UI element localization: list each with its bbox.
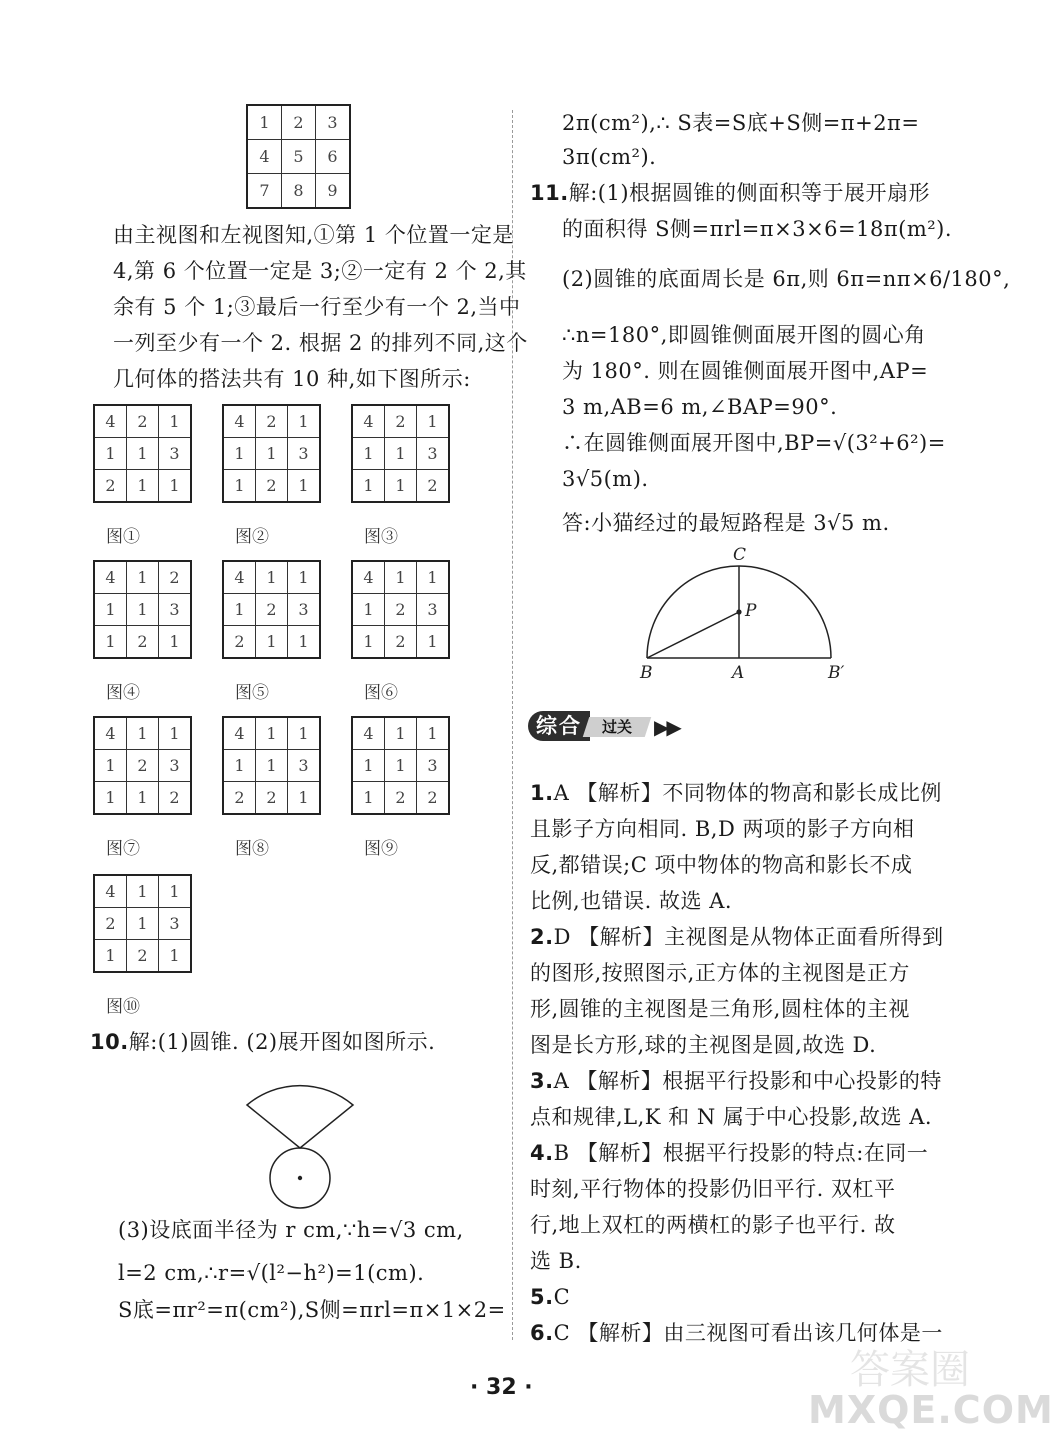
- grid-cell: 4: [94, 875, 127, 908]
- segment-bp: [647, 612, 739, 658]
- q11-line: ∴n=180°,即圆锥侧面展开图的圆心角: [562, 323, 926, 347]
- grid-cell: 1: [159, 717, 192, 750]
- grid-cell: 1: [352, 594, 385, 626]
- answer-text: 的图形,按照图示,正方体的主视图是正方: [530, 961, 910, 985]
- grid-cell: 4: [352, 405, 385, 438]
- grid-cell: 2: [94, 470, 127, 503]
- q11-line: (2)圆锥的底面周长是 6π,则 6π=nπ×6/180°,: [562, 267, 1011, 291]
- grid-cell: 1: [127, 908, 159, 940]
- label-a: A: [732, 663, 745, 683]
- grid-cell: 1: [94, 626, 127, 659]
- grid-cell: 3: [417, 438, 450, 470]
- grid-cell: 3: [417, 750, 450, 782]
- answer-text: 行,地上双杠的两横杠的影子也平行. 故: [530, 1213, 896, 1237]
- grid-cell: 1: [288, 717, 321, 750]
- figure-grid: [93, 874, 192, 973]
- figure-caption: 图⑩: [106, 997, 140, 1017]
- grid-cell: 1: [159, 405, 192, 438]
- answer-number: 3.: [530, 1069, 554, 1093]
- grid-cell: 1: [127, 717, 159, 750]
- q10-line3: l=2 cm,∴r=√(l²−h²)=1(cm).: [118, 1261, 425, 1285]
- grid-cell: 4: [352, 561, 385, 594]
- answer-text: B 【解析】根据平行投影的特点:在同一: [553, 1141, 929, 1165]
- grid-cell: 5: [282, 140, 316, 174]
- figure-caption: 图⑧: [235, 839, 269, 859]
- answer-line: [530, 1138, 928, 1168]
- intro-line: 4,第 6 个位置一定是 3;②一定有 2 个 2,其: [113, 259, 527, 283]
- grid-cell: 1: [127, 561, 159, 594]
- grid-cell: 1: [385, 561, 417, 594]
- grid-cell: 8: [282, 174, 316, 209]
- answer-number: 6.: [530, 1321, 554, 1345]
- figure-grid: [351, 560, 450, 659]
- index-grid: [246, 104, 351, 209]
- grid-cell: 2: [223, 782, 256, 815]
- answer-line: [530, 1102, 932, 1132]
- grid-cell: 1: [385, 470, 417, 503]
- grid-cell: 1: [94, 750, 127, 782]
- answer-line: [530, 814, 914, 844]
- grid-cell: 1: [223, 750, 256, 782]
- grid-cell: 1: [127, 470, 159, 503]
- grid-cell: 2: [127, 405, 159, 438]
- grid-cell: 1: [94, 438, 127, 470]
- figure-grid: [222, 404, 321, 503]
- q10-line4: S底=πr²=π(cm²),S侧=πrl=π×1×2=: [118, 1298, 506, 1322]
- grid-cell: 1: [159, 470, 192, 503]
- grid-cell: 6: [316, 140, 351, 174]
- q11-line: 为 180°. 则在圆锥侧面展开图中,AP=: [562, 359, 929, 383]
- grid-cell: 7: [247, 174, 282, 209]
- grid-cell: 1: [288, 470, 321, 503]
- watermark: MXQE.COM: [808, 1388, 1054, 1432]
- answer-text: D 【解析】主视图是从物体正面看所得到: [553, 925, 944, 949]
- point-p: [736, 609, 741, 614]
- grid-cell: 1: [127, 438, 159, 470]
- grid-cell: 1: [288, 561, 321, 594]
- answer-line: [530, 886, 732, 916]
- semicircle-diagram: [630, 540, 860, 685]
- page-number: · 32 ·: [470, 1375, 533, 1400]
- grid-cell: 1: [256, 438, 288, 470]
- answer-line: [530, 1246, 582, 1276]
- figure-grid: [222, 716, 321, 815]
- figure-caption: 图⑥: [364, 683, 398, 703]
- intro-line: 余有 5 个 1;③最后一行至少有一个 2,当中: [113, 295, 521, 319]
- grid-cell: 2: [417, 782, 450, 815]
- grid-cell: 2: [223, 626, 256, 659]
- answer-number: 4.: [530, 1141, 554, 1165]
- figure-caption: 图④: [106, 683, 140, 703]
- answer-line: [530, 1030, 876, 1060]
- answer-text: 点和规律,L,K 和 N 属于中心投影,故选 A.: [530, 1105, 933, 1129]
- answer-line: [530, 1210, 896, 1240]
- arrow-icon: ▶▶: [654, 715, 679, 739]
- grid-cell: 1: [352, 438, 385, 470]
- grid-cell: 4: [94, 405, 127, 438]
- grid-cell: 3: [159, 438, 192, 470]
- grid-cell: 1: [256, 717, 288, 750]
- answer-text: 选 B.: [530, 1249, 582, 1273]
- q10-number: 10.: [90, 1030, 129, 1054]
- grid-cell: 1: [352, 750, 385, 782]
- grid-cell: 1: [159, 626, 192, 659]
- grid-cell: 1: [352, 782, 385, 815]
- answer-text: C 【解析】由三视图可看出该几何体是一: [553, 1321, 943, 1345]
- q11-line: 答:小猫经过的最短路程是 3√5 m.: [562, 511, 890, 535]
- grid-cell: 3: [159, 750, 192, 782]
- center-dot: [298, 1176, 302, 1180]
- q10-text: 解:(1)圆锥. (2)展开图如图所示.: [128, 1030, 436, 1054]
- grid-cell: 1: [352, 626, 385, 659]
- grid-cell: 2: [385, 405, 417, 438]
- grid-cell: 1: [352, 470, 385, 503]
- label-b: B: [640, 663, 653, 683]
- q11-line: ∴在圆锥侧面展开图中,BP=√(3²+6²)=: [562, 431, 946, 455]
- answer-text: A 【解析】根据平行投影和中心投影的特: [553, 1069, 942, 1093]
- grid-cell: 3: [417, 594, 450, 626]
- grid-cell: 1: [94, 940, 127, 973]
- grid-cell: 9: [316, 174, 351, 209]
- grid-cell: 2: [127, 626, 159, 659]
- grid-cell: 3: [288, 438, 321, 470]
- q11-text: 解:(1)根据圆锥的侧面积等于展开扇形: [568, 181, 931, 205]
- grid-cell: 2: [385, 782, 417, 815]
- badge-right: 过关: [583, 717, 651, 737]
- badge-left: 综合: [528, 711, 590, 741]
- answer-line: [530, 922, 944, 952]
- grid-cell: 2: [94, 908, 127, 940]
- grid-cell: 1: [127, 875, 159, 908]
- grid-cell: 1: [223, 594, 256, 626]
- grid-cell: 1: [247, 105, 282, 140]
- q11-line: 3 m,AB=6 m,∠BAP=90°.: [562, 395, 838, 419]
- answer-line: [530, 850, 913, 880]
- grid-cell: 1: [94, 594, 127, 626]
- intro-line: 一列至少有一个 2. 根据 2 的排列不同,这个: [113, 331, 528, 355]
- grid-cell: 1: [417, 405, 450, 438]
- grid-cell: 4: [352, 717, 385, 750]
- grid-cell: 4: [223, 405, 256, 438]
- figure-caption: 图①: [106, 527, 140, 547]
- grid-cell: 4: [223, 717, 256, 750]
- grid-cell: 1: [223, 470, 256, 503]
- grid-cell: 2: [159, 782, 192, 815]
- answer-line: [530, 778, 942, 808]
- answer-text: 时刻,平行物体的投影仍旧平行. 双杠平: [530, 1177, 896, 1201]
- grid-cell: 1: [256, 626, 288, 659]
- grid-cell: 3: [159, 908, 192, 940]
- grid-cell: 2: [282, 105, 316, 140]
- grid-cell: 3: [159, 594, 192, 626]
- grid-cell: 2: [417, 470, 450, 503]
- answer-text: C: [553, 1285, 571, 1309]
- label-c: C: [733, 545, 747, 565]
- figure-grid: [93, 404, 192, 503]
- grid-cell: 1: [417, 561, 450, 594]
- figure-caption: 图⑨: [364, 839, 398, 859]
- q10-line1: [90, 1027, 435, 1057]
- grid-cell: 2: [159, 561, 192, 594]
- grid-cell: 1: [385, 717, 417, 750]
- figure-caption: 图②: [235, 527, 269, 547]
- figure-caption: 图⑦: [106, 839, 140, 859]
- grid-cell: 2: [127, 940, 159, 973]
- intro-line: 由主视图和左视图知,①第 1 个位置一定是: [113, 223, 514, 247]
- grid-cell: 1: [288, 626, 321, 659]
- grid-cell: 1: [159, 940, 192, 973]
- cont-line: 3π(cm²).: [562, 145, 657, 169]
- figure-grid: [222, 560, 321, 659]
- answer-text: 形,圆锥的主视图是三角形,圆柱体的主视: [530, 997, 910, 1021]
- grid-cell: 1: [223, 438, 256, 470]
- answer-line: [530, 994, 910, 1024]
- answer-line: [530, 1174, 896, 1204]
- grid-cell: 1: [417, 626, 450, 659]
- grid-cell: 4: [247, 140, 282, 174]
- q11-line: 的面积得 S侧=πrl=π×3×6=18π(m²).: [562, 217, 953, 241]
- grid-cell: 2: [256, 470, 288, 503]
- grid-cell: 3: [288, 750, 321, 782]
- q10-line2: (3)设底面半径为 r cm,∵h=√3 cm,: [118, 1218, 464, 1242]
- answer-number: 5.: [530, 1285, 554, 1309]
- sector-shape: [247, 1086, 353, 1148]
- cont-line: 2π(cm²),∴ S表=S底+S侧=π+2π=: [562, 111, 920, 135]
- q11-number: 11.: [530, 181, 569, 205]
- answer-text: A 【解析】不同物体的物高和影长成比例: [553, 781, 942, 805]
- grid-cell: 1: [94, 782, 127, 815]
- answer-line: [530, 1066, 942, 1096]
- figure-caption: 图③: [364, 527, 398, 547]
- answer-text: 且影子方向相同. B,D 两项的影子方向相: [530, 817, 915, 841]
- grid-cell: 3: [288, 594, 321, 626]
- grid-cell: 1: [288, 782, 321, 815]
- q11-line: [530, 178, 930, 208]
- grid-cell: 3: [316, 105, 351, 140]
- answer-number: 2.: [530, 925, 554, 949]
- grid-cell: 4: [94, 717, 127, 750]
- grid-cell: 1: [385, 438, 417, 470]
- section-badge: [528, 711, 679, 741]
- grid-cell: 2: [385, 594, 417, 626]
- grid-cell: 1: [288, 405, 321, 438]
- grid-cell: 1: [256, 561, 288, 594]
- answer-line: [530, 958, 910, 988]
- figure-grid: [351, 404, 450, 503]
- grid-cell: 2: [256, 405, 288, 438]
- answer-number: 1.: [530, 781, 554, 805]
- watermark-logo: 答案圈: [850, 1347, 970, 1393]
- grid-cell: 1: [256, 750, 288, 782]
- grid-cell: 4: [94, 561, 127, 594]
- grid-cell: 2: [256, 594, 288, 626]
- grid-cell: 4: [223, 561, 256, 594]
- grid-cell: 1: [417, 717, 450, 750]
- figure-caption: 图⑤: [235, 683, 269, 703]
- answer-line: [530, 1282, 570, 1312]
- grid-cell: 1: [127, 594, 159, 626]
- grid-cell: 2: [256, 782, 288, 815]
- grid-cell: 1: [385, 750, 417, 782]
- grid-cell: 2: [127, 750, 159, 782]
- intro-line: 几何体的搭法共有 10 种,如下图所示:: [113, 367, 471, 391]
- answer-text: 反,都错误;C 项中物体的物高和影长不成: [530, 853, 913, 877]
- label-p: P: [745, 601, 757, 621]
- grid-cell: 1: [159, 875, 192, 908]
- grid-cell: 2: [385, 626, 417, 659]
- grid-cell: 1: [127, 782, 159, 815]
- q11-line: 3√5(m).: [562, 467, 649, 491]
- label-b-prime: B′: [828, 663, 845, 683]
- cone-net-diagram: [240, 1070, 360, 1230]
- figure-grid: [93, 560, 192, 659]
- figure-grid: [93, 716, 192, 815]
- figure-grid: [351, 716, 450, 815]
- answer-text: 比例,也错误. 故选 A.: [530, 889, 733, 913]
- answer-text: 图是长方形,球的主视图是圆,故选 D.: [530, 1033, 877, 1057]
